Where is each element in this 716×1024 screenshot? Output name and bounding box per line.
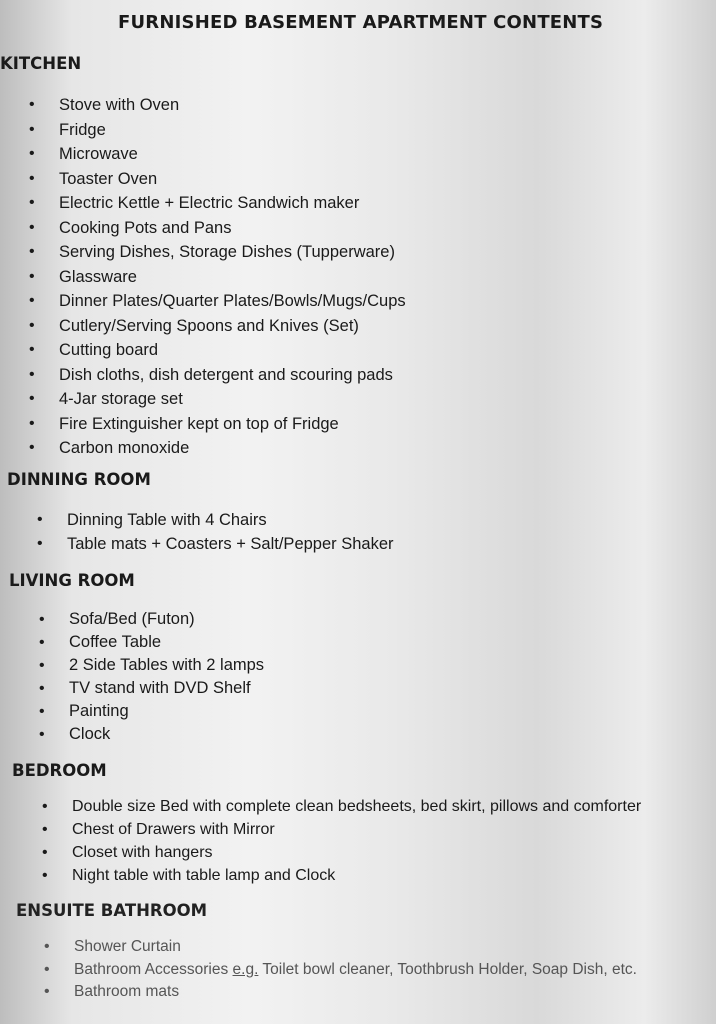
list-item: • TV stand with DVD Shelf (39, 677, 264, 700)
list-item: • Fridge (29, 118, 406, 143)
list-item: • Stove with Oven (29, 93, 406, 118)
list-item: • Double size Bed with complete clean bedsheets, bed skirt, pillows and comforter (42, 795, 641, 818)
section-kitchen (0, 54, 406, 461)
list-item: • Dish cloths, dish detergent and scouring pads (29, 363, 406, 388)
page-title: FURNISHED BASEMENT APARTMENT CONTENTS (118, 12, 604, 33)
list-item: • Carbon monoxide (29, 436, 406, 461)
living-list (39, 608, 264, 746)
dining-list (37, 508, 394, 556)
list-item: • Table mats + Coasters + Salt/Pepper Shaker (37, 532, 394, 556)
list-item: • Coffee Table (39, 631, 264, 654)
list-item: • 4-Jar storage set (29, 387, 406, 412)
section-heading-living-room: LIVING ROOM (9, 571, 135, 590)
list-item: • Microwave (29, 142, 406, 167)
accessories-detail: Toilet bowl cleaner, Toothbrush Holder, Soap Dish, etc. (262, 960, 637, 978)
list-item: • Chest of Drawers with Mirror (42, 818, 641, 841)
list-item: • Shower Curtain (44, 936, 637, 959)
section-ensuite-bathroom (16, 901, 637, 1004)
list-item: • Night table with table lamp and Clock (42, 864, 641, 887)
bathroom-list (44, 936, 637, 1004)
section-dining-room (7, 470, 394, 556)
eg-abbreviation: e.g. (232, 960, 259, 978)
list-item: • Bathroom mats (44, 981, 637, 1004)
list-item: • Serving Dishes, Storage Dishes (Tupperware) (29, 240, 406, 265)
section-living-room (9, 571, 264, 746)
kitchen-list (29, 93, 406, 461)
list-item: • Cooking Pots and Pans (29, 216, 406, 241)
section-heading-ensuite-bathroom: ENSUITE BATHROOM (16, 901, 208, 920)
accessories-label: Bathroom Accessories (74, 960, 229, 978)
list-item: • Fire Extinguisher kept on top of Fridge (29, 412, 406, 437)
list-item: • Cutlery/Serving Spoons and Knives (Set) (29, 314, 406, 339)
list-item: • Closet with hangers (42, 841, 641, 864)
section-heading-dining-room: DINNING ROOM (7, 470, 151, 489)
section-bedroom (12, 761, 641, 887)
section-heading-bedroom: BEDROOM (12, 761, 107, 780)
list-item: • Dinning Table with 4 Chairs (37, 508, 394, 532)
list-item: • Dinner Plates/Quarter Plates/Bowls/Mugs/Cups (29, 289, 406, 314)
list-item: • 2 Side Tables with 2 lamps (39, 654, 264, 677)
list-item (44, 959, 637, 982)
list-item: • Glassware (29, 265, 406, 290)
section-heading-kitchen: KITCHEN (0, 54, 82, 73)
list-item: • Sofa/Bed (Futon) (39, 608, 264, 631)
list-item: • Toaster Oven (29, 167, 406, 192)
list-item: • Painting (39, 700, 264, 723)
list-item: • Electric Kettle + Electric Sandwich maker (29, 191, 406, 216)
list-item: • Clock (39, 723, 264, 746)
list-item: • Cutting board (29, 338, 406, 363)
bedroom-list (42, 795, 641, 887)
